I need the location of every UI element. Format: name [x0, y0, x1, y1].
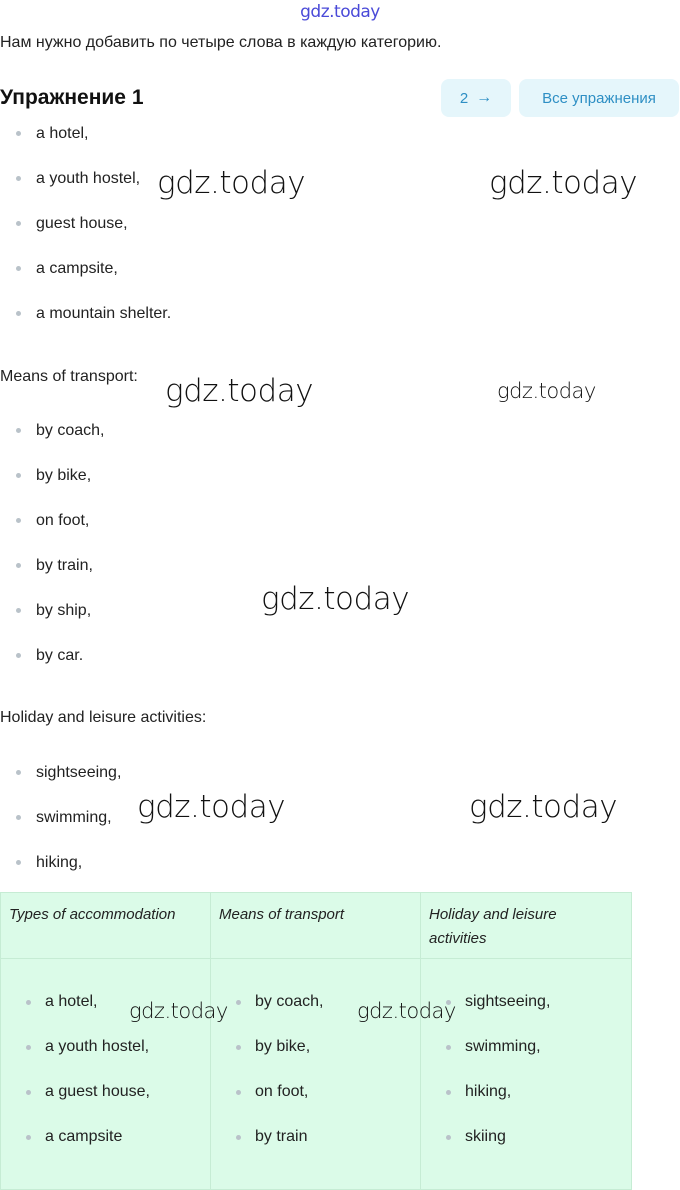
table-cell-text: a campsite [45, 1128, 123, 1145]
bullet-icon [446, 1000, 451, 1005]
bullet-icon [236, 1090, 241, 1095]
answer-table [0, 892, 632, 1190]
table-cell-text: by bike, [255, 1038, 311, 1055]
list-item [0, 808, 121, 853]
bullet-icon [26, 1135, 31, 1140]
bullet-icon [16, 221, 21, 226]
table-header-leisure: Holiday and leisure activities [429, 906, 557, 947]
bullet-icon [16, 428, 21, 433]
bullet-icon [16, 608, 21, 613]
bullet-icon [16, 311, 21, 316]
list-item-text: by bike, [36, 467, 92, 484]
list-item-text: by ship, [36, 602, 92, 619]
table-cell-text: sightseeing, [465, 993, 551, 1010]
exercise-title: Упражнение 1 [0, 86, 144, 109]
bullet-icon [236, 1045, 241, 1050]
bullet-icon [26, 1045, 31, 1050]
list-item [0, 124, 171, 169]
list-item [0, 259, 171, 304]
next-exercise-button[interactable] [441, 79, 511, 117]
list-item-text: a youth hostel, [36, 170, 141, 187]
bullet-icon [236, 1000, 241, 1005]
table-header-transport: Means of transport [219, 906, 345, 923]
table-cell-text: a guest house, [45, 1083, 150, 1100]
list-item [0, 466, 104, 511]
accommodation-list [0, 124, 171, 349]
bullet-icon [236, 1135, 241, 1140]
bullet-icon [16, 860, 21, 865]
bullet-icon [446, 1090, 451, 1095]
transport-list [0, 421, 104, 691]
list-item-text: swimming, [36, 809, 112, 826]
header-divider [1, 958, 631, 959]
list-item [0, 646, 104, 691]
top-watermark: gdz.today [300, 2, 380, 22]
list-item [0, 214, 171, 259]
all-exercises-button[interactable]: Все упражнения [519, 79, 679, 117]
list-item-text: hiking, [36, 854, 83, 871]
list-item [0, 421, 104, 466]
table-cell [220, 1037, 323, 1082]
watermark: gdz.today [357, 999, 456, 1023]
bullet-icon [16, 266, 21, 271]
column-divider [420, 893, 421, 1189]
transport-heading: Means of transport: [0, 368, 138, 385]
table-cell [220, 992, 323, 1037]
list-item [0, 763, 121, 808]
table-cell-text: by train [255, 1128, 308, 1145]
table-column-accommodation [10, 992, 150, 1172]
table-cell-text: swimming, [465, 1038, 541, 1055]
list-item [0, 304, 171, 349]
bullet-icon [446, 1045, 451, 1050]
next-exercise-label: 2 [459, 89, 469, 107]
bullet-icon [16, 131, 21, 136]
intro-text: Нам нужно добавить по четыре слова в каждую категорию. [0, 34, 442, 51]
table-cell [10, 1037, 150, 1082]
list-item [0, 169, 171, 214]
list-item [0, 511, 104, 556]
table-cell-text: a hotel, [45, 993, 98, 1010]
watermark: gdz.today [129, 999, 228, 1023]
table-column-leisure [430, 992, 550, 1172]
watermark: gdz.today [489, 165, 638, 201]
table-cell [10, 992, 150, 1037]
table-cell [10, 1127, 150, 1172]
table-cell [10, 1082, 150, 1127]
list-item-text: a hotel, [36, 125, 89, 142]
list-item-text: by train, [36, 557, 93, 574]
bullet-icon [16, 473, 21, 478]
watermark: gdz.today [261, 581, 410, 617]
leisure-heading: Holiday and leisure activities: [0, 709, 207, 726]
watermark: gdz.today [165, 373, 314, 409]
table-cell [430, 1037, 550, 1082]
leisure-list [0, 763, 121, 898]
bullet-icon [26, 1000, 31, 1005]
column-divider [210, 893, 211, 1189]
bullet-icon [16, 770, 21, 775]
list-item [0, 556, 104, 601]
list-item-text: guest house, [36, 215, 128, 232]
bullet-icon [16, 815, 21, 820]
bullet-icon [16, 518, 21, 523]
table-cell [220, 1127, 323, 1172]
watermark: gdz.today [469, 789, 618, 825]
list-item [0, 601, 104, 646]
list-item-text: sightseeing, [36, 764, 122, 781]
bullet-icon [16, 653, 21, 658]
table-cell-text: a youth hostel, [45, 1038, 150, 1055]
table-cell [220, 1082, 323, 1127]
table-header-accommodation: Types of accommodation [9, 906, 176, 923]
table-cell-text: hiking, [465, 1083, 512, 1100]
bullet-icon [446, 1135, 451, 1140]
bullet-icon [26, 1090, 31, 1095]
bullet-icon [16, 176, 21, 181]
table-column-transport [220, 992, 323, 1172]
table-cell [430, 1082, 550, 1127]
table-cell-text: by coach, [255, 993, 324, 1010]
table-cell-text: on foot, [255, 1083, 309, 1100]
bullet-icon [16, 563, 21, 568]
list-item-text: by car. [36, 647, 84, 664]
table-cell [430, 992, 550, 1037]
list-item-text: by coach, [36, 422, 105, 439]
list-item-text: a mountain shelter. [36, 305, 172, 322]
table-cell-text: skiing [465, 1128, 506, 1145]
watermark: gdz.today [137, 789, 286, 825]
watermark: gdz.today [497, 379, 596, 403]
list-item-text: a campsite, [36, 260, 118, 277]
list-item-text: on foot, [36, 512, 90, 529]
watermark: gdz.today [157, 165, 306, 201]
table-cell [430, 1127, 550, 1172]
arrow-right-icon: → [476, 89, 493, 106]
